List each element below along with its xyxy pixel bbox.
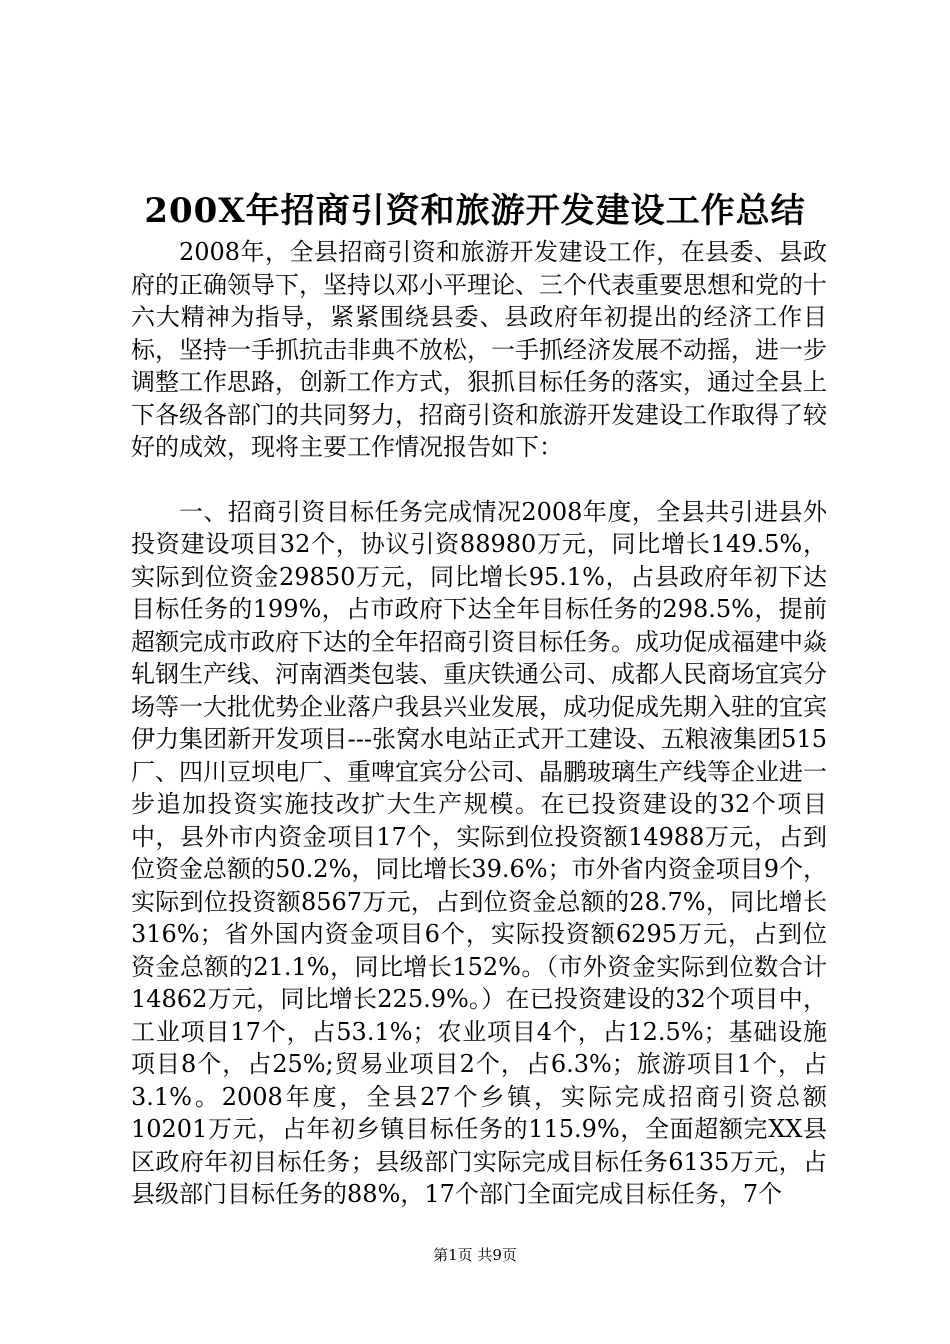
page-indicator: 第1页 共9页 [433,1246,517,1264]
page-footer [0,1245,950,1265]
document-title: 200X年招商引资和旅游开发建设工作总结 [144,191,806,231]
document-body [131,236,827,1211]
paragraph-section-one: 一、招商引资目标任务完成情况2008年度，全县共引进县外投资建设项目32个，协议引资88980万元，同比增长149.5%，实际到位资金29850万元，同比增长95.1%，占县政府年初下达目标任务的199%，占市政府下达全年目标任务的298.5%，提前超额完成市政府下达的全年招商引资目标任务。成功促成福建中焱轧钢生产线、河南酒类包装、重庆铁通公司、成都人民商场宜宾分场等一大批优势企业落户我县兴业发展，成功促成先期入驻的宜宾伊力集团新开发项目---张窝水电站正式开工建设、五粮液集团515厂、四川豆坝电厂、重啤宜宾分公司、晶鹏玻璃生产线等企业进一步追加投资实施技改扩大生产规模。在已投资建设的32个项目中，县外市内资金项目17个，实际到位投资额14988万元，占到位资金总额的50.2%，同比增长39.6%；市外省内资金项目9个，实际到位投资额8567万元，占到位资金总额的28.7%，同比增长316%；省外国内资金项目6个，实际投资额6295万元，占到位资金总额的21.1%，同比增长152%。（市外资金实际到位数合计14862万元，同比增长225.9%。）在已投资建设的32个项目中，工业项目17个，占53.1%；农业项目4个，占12.5%；基础设施项目8个，占25%;贸易业项目2个，占6.3%；旅游项目1个，占3.1%。2008年度，全县27个乡镇，实际完成招商引资总额10201万元，占年初乡镇目标任务的115.9%，全面超额完XX县区政府年初目标任务；县级部门实际完成目标任务6135万元，占县级部门目标任务的88%，17个部门全面完成目标任务，7个 [131,497,827,1208]
paragraph-intro: 2008年，全县招商引资和旅游开发建设工作，在县委、县政府的正确领导下，坚持以邓小平理论、三个代表重要思想和党的十六大精神为指导，紧紧围绕县委、县政府年初提出的经济工作目标，坚持一手抓抗击非典不放松，一手抓经济发展不动摇，进一步调整工作思路，创新工作方式，狠抓目标任务的落实，通过全县上下各级各部门的共同努力，招商引资和旅游开发建设工作取得了较好的成效，现将主要工作情况报告如下： [131,238,827,461]
